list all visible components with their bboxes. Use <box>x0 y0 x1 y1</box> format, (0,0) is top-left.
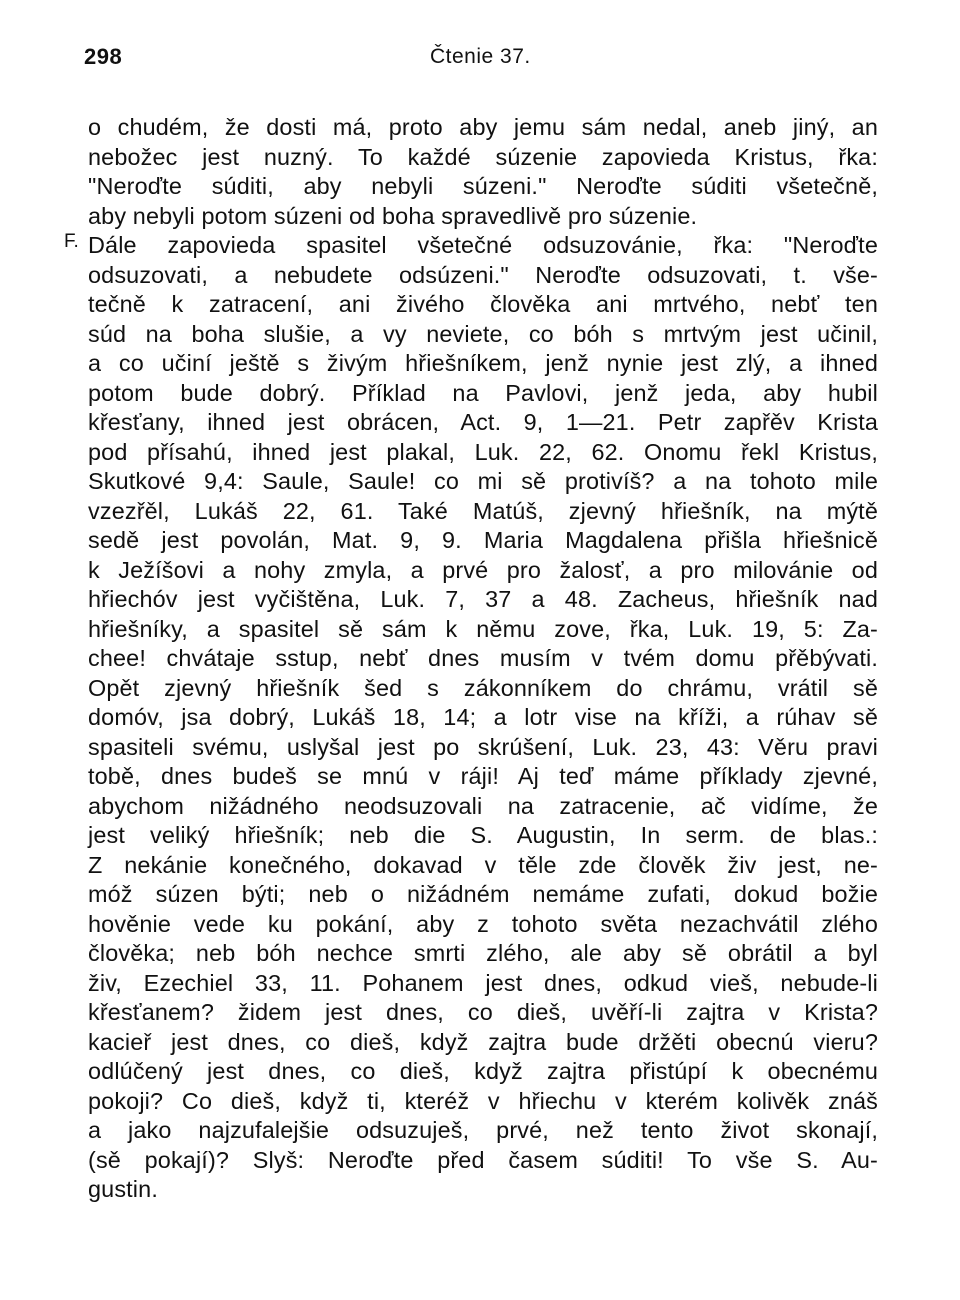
text-line: jest veliký hřiešník; neb die S. Augustin, In serm. de blas.: <box>88 822 878 848</box>
text-line: hřiechóv jest vyčištěna, Luk. 7, 37 a 48. Zacheus, hřiešník nad <box>88 586 878 612</box>
text-line: abychom nižádného neodsuzovali na zatracenie, ač vidíme, že <box>88 792 878 819</box>
text-line: tobě, dnes budeš se mnú v ráji! Aj teď máme příklady zjevné, <box>88 763 878 789</box>
text-line: a jako najzufalejšie odsuzuješ, prvé, než tento život skonají, <box>88 1117 878 1143</box>
text-line: odsuzovati, a nebudete odsúzeni." Neroďte odsuzovati, t. vše- <box>88 261 878 288</box>
text-line: spasiteli svému, uslyšal jest po skrúšení, Luk. 23, 43: Věru pravi <box>88 733 878 760</box>
text-line: člověka; neb bóh nechce smrti zlého, ale aby sě obrátil a byl <box>88 940 878 966</box>
text-line: nebožec jest nuzný. To každé súzenie zapovieda Kristus, řka: <box>88 143 878 170</box>
running-title: Čtenie 37. <box>430 45 531 68</box>
text-line: aby nebyli potom súzeni od boha spravedlivě pro súzenie. <box>88 202 698 229</box>
text-line: k Ježíšovi a nohy zmyla, a prvé pro žalosť, a pro milovánie od <box>88 556 878 583</box>
text-line: súd na boha slušie, a vy neviete, co bóh s mrtvým jest učinil, <box>88 320 878 347</box>
text-line: Opět zjevný hřiešník šed s zákonníkem do chrámu, vrátil sě <box>88 674 878 701</box>
text-line: potom bude dobrý. Příklad na Pavlovi, jenž jeda, aby hubil <box>88 379 878 406</box>
text-line: hověnie vede ku pokání, aby z tohoto světa nezachvátil zlého <box>88 910 878 937</box>
text-line: Z nekánie konečného, dokavad v těle zde člověk živ jest, ne- <box>88 851 878 878</box>
text-line: domóv, jsa dobrý, Lukáš 18, 14; a lotr vise na kříži, a rúhav sě <box>88 704 878 730</box>
text-line: živ, Ezechiel 33, 11. Pohanem jest dnes, odkud vieš, nebude-li <box>88 969 878 996</box>
text-line: o chudém, že dosti má, proto aby jemu sám nedal, aneb jiný, an <box>88 114 878 140</box>
paragraph-marker-row <box>64 231 878 261</box>
text-line: (sě pokají)? Slyš: Neroďte před časem súditi! To vše S. Au- <box>88 1146 878 1173</box>
text-line: pokoji? Co dieš, když ti, kteréž v hřiechu v kterém kolivěk znáš <box>88 1087 878 1114</box>
body-text <box>64 113 878 1205</box>
text-line: vzezřěl, Lukáš 22, 61. Také Matúš, zjevný hřiešník, na mýtě <box>88 497 878 524</box>
text-line: křesťany, ihned jest obrácen, Act. 9, 1—21. Petr zapřěv Krista <box>88 409 878 435</box>
text-line: hřiešníky, a spasitel sě sám k němu zove, řka, Luk. 19, 5: Za- <box>88 615 878 642</box>
text-line: tečně k zatracení, ani živého člověka ani mrtvého, nebť ten <box>88 291 878 317</box>
margin-note: F. <box>64 231 79 252</box>
page-number: 298 <box>84 44 123 69</box>
text-line: gustin. <box>88 1176 158 1202</box>
text-line: sedě jest povolán, Mat. 9, 9. Maria Magdalena přišla hřiešnicě <box>88 527 878 553</box>
text-line: kacieř jest dnes, co dieš, když zajtra bude držěti obecnú vieru? <box>88 1028 878 1055</box>
running-head <box>84 44 884 74</box>
text-line: "Neroďte súditi, aby nebyli súzeni." Neroďte súditi všetečně, <box>88 173 878 199</box>
text-line: Dále zapovieda spasitel všetečné odsuzovánie, řka: "Neroďte <box>88 232 878 258</box>
text-line: móž súzen býti; neb o nižádném nemáme zufati, dokud božie <box>88 881 878 907</box>
text-line: odlúčený jest dnes, co dieš, když zajtra přistúpí k obecnému <box>88 1058 878 1084</box>
text-line: chee! chvátaje sstup, nebť dnes musím v tvém domu přěbývati. <box>88 645 878 671</box>
text-line: Skutkové 9,4: Saule, Saule! co mi sě protivíš? a na tohoto mile <box>88 468 878 494</box>
text-line: pod přísahú, ihned jest plakal, Luk. 22, 62. Onomu řekl Kristus, <box>88 438 878 465</box>
text-line: a co učiní ještě s živým hřiešníkem, jenž nynie jest zlý, a ihned <box>88 350 878 376</box>
text-line: křesťanem? židem jest dnes, co dieš, uvěří-li zajtra v Krista? <box>88 999 878 1025</box>
